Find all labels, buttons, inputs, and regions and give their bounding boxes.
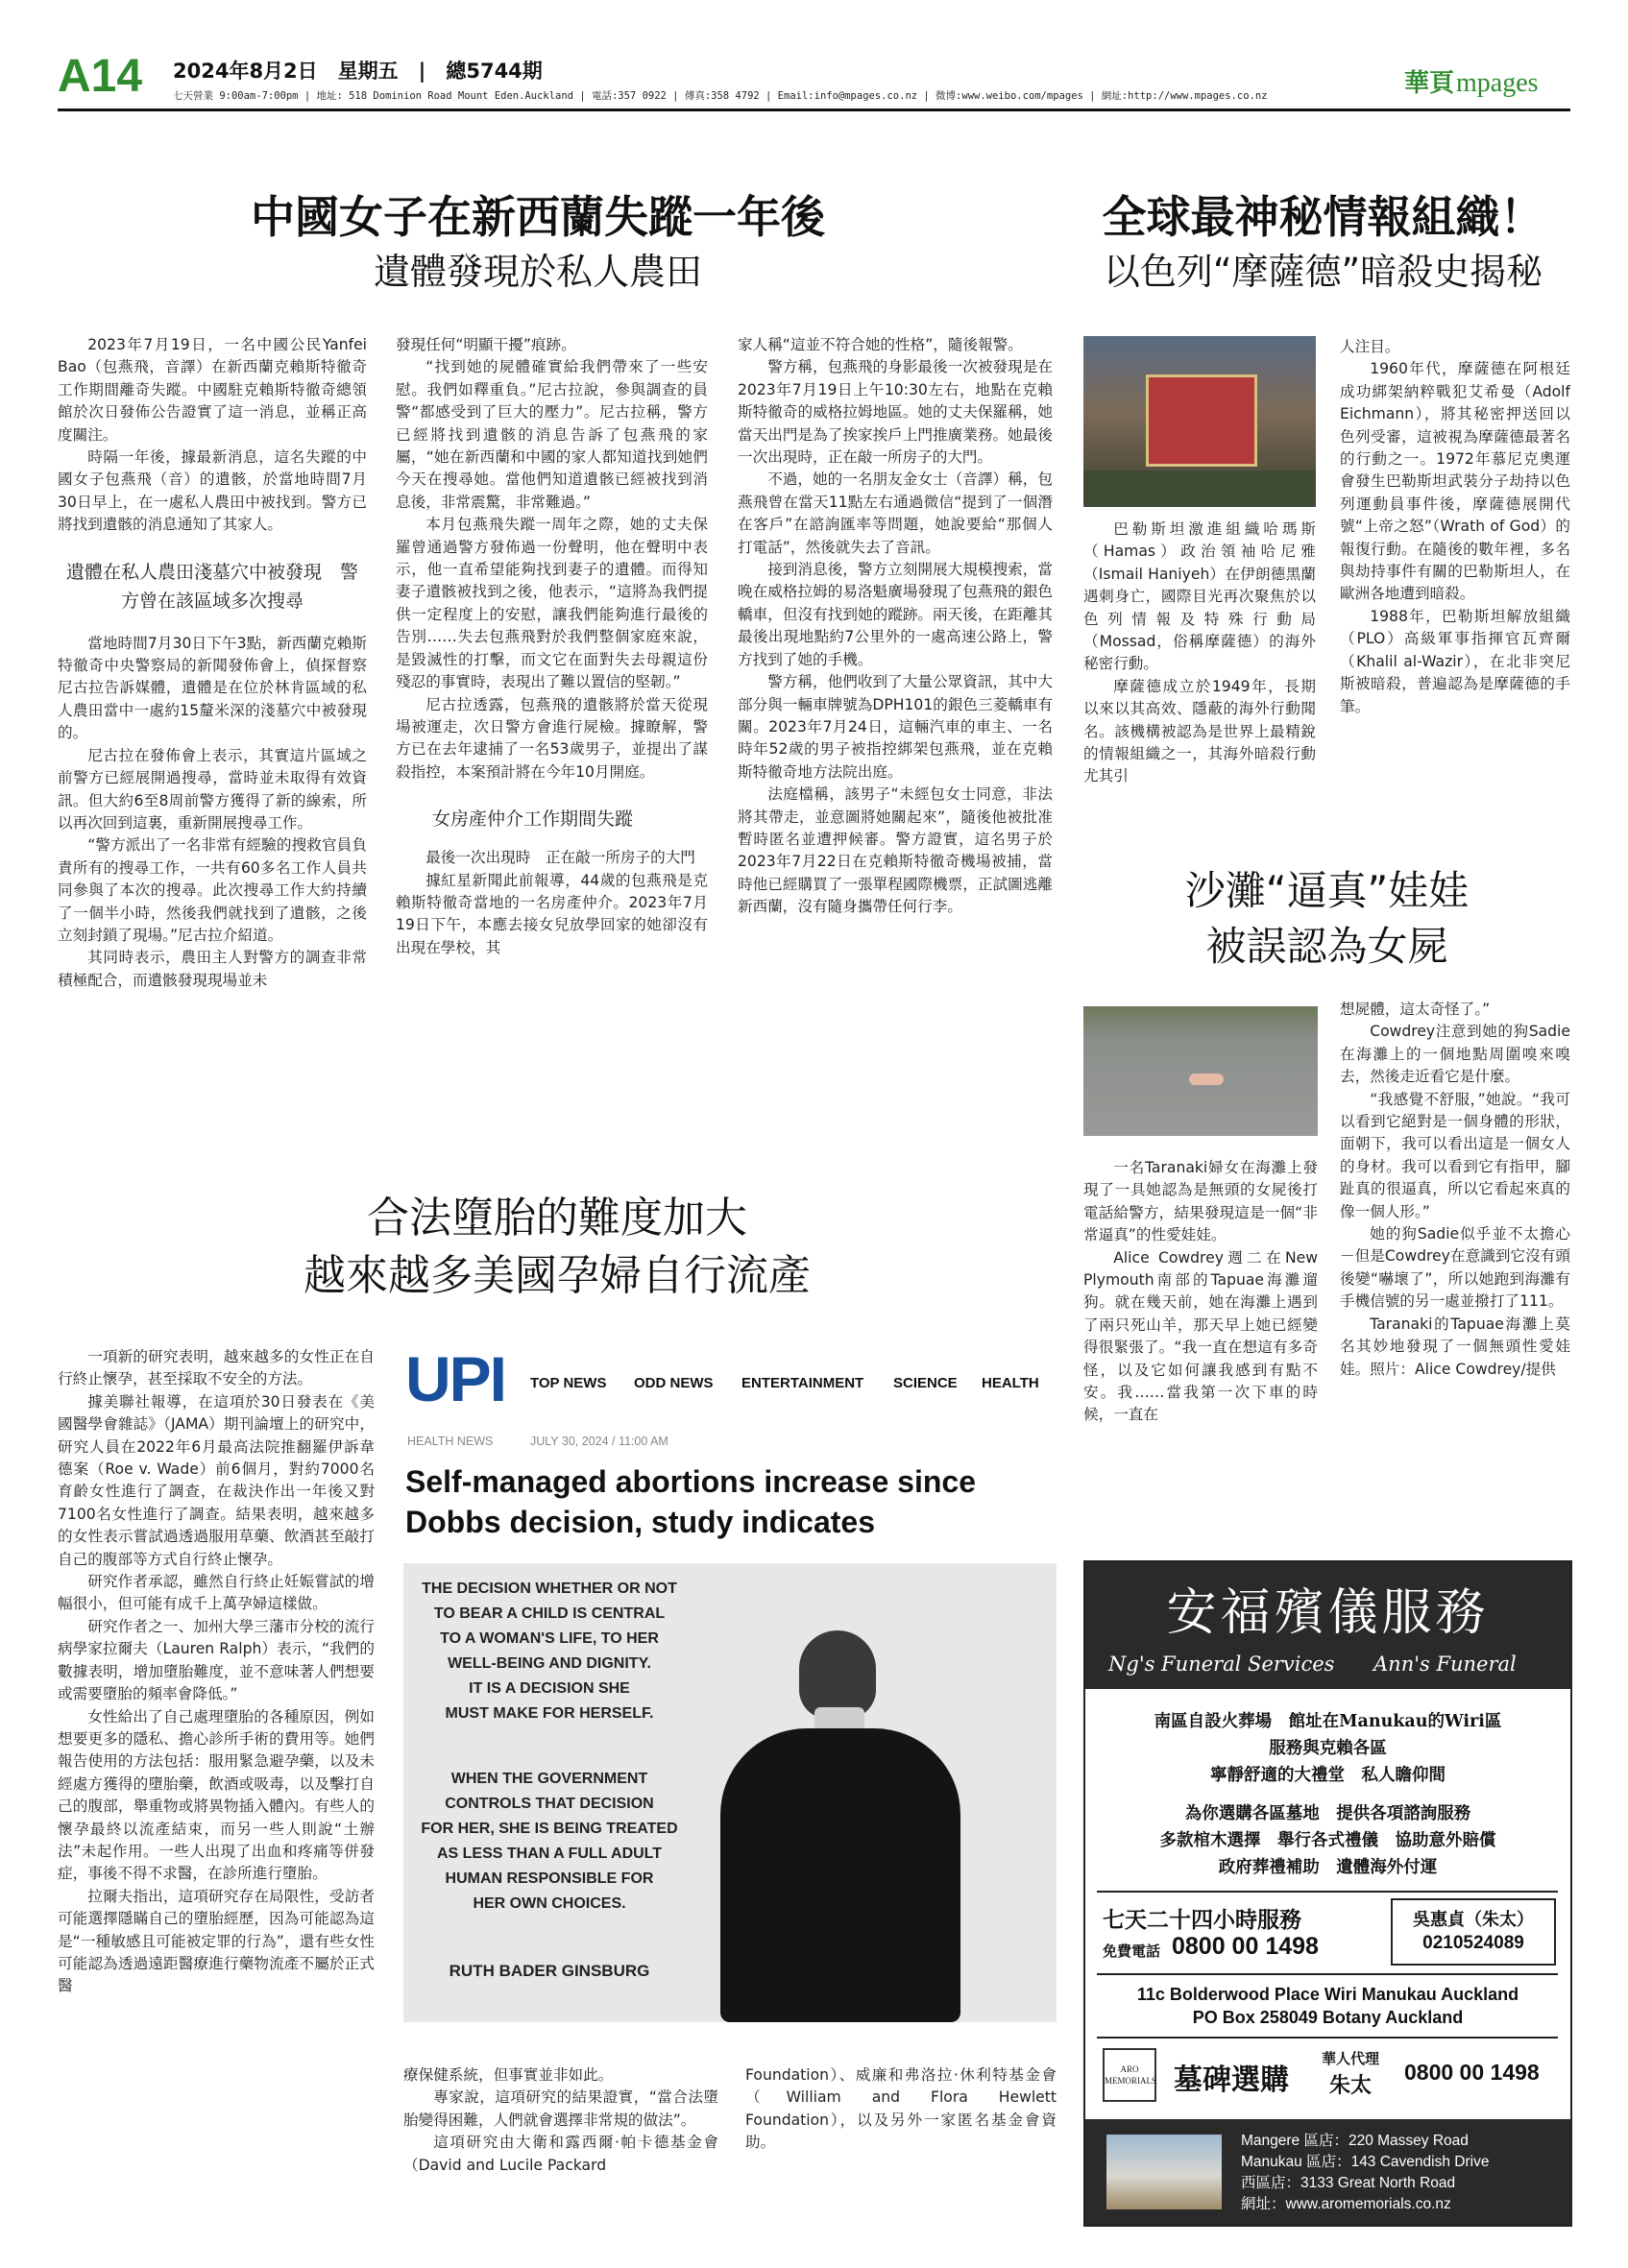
paragraph: 警方稱，包燕飛的身影最後一次被發現是在2023年7月19日上午10:30左右，地點在克賴斯特徹奇的威格拉姆地區。她的丈夫保羅稱，她當天出門是為了挨家挨戶上門推廣業務。她最後一次出現時，正在敲一所房子的大門。: [738, 358, 1053, 467]
upi-nav-top-news[interactable]: TOP NEWS: [530, 1375, 607, 1391]
paragraph: 尼古拉透露，包燕飛的遺骸將於當天從現場被運走，次日警方會進行屍檢。據瞭解，警方已在去年逮捕了一名53歲男子，並提出了謀殺指控，本案預計將在今年10月開庭。: [396, 695, 708, 781]
paragraph: Foundation）、威廉和弗洛拉·休利特基金會（William and Flora Hewlett Foundation），以及另外一家匿名基金會資助。: [745, 2066, 1057, 2152]
ad-contact-mobile[interactable]: 0210524089: [1422, 1933, 1524, 1953]
branch-mangere: Mangere 區店：220 Massey Road: [1241, 2133, 1469, 2149]
funeral-ad: [1083, 1560, 1572, 2227]
paragraph: 法庭檔稱，該男子“未經包女士同意，非法將其帶走，並意圖將她關起來”，隨後他被批准暫時匿名並遭押候審。警方證實，這名男子於2023年7月22日在克賴斯特徹奇機場被捕，當時他已經購買了一張單程國際機票，正試圖逃離新西蘭，沒有隨身攜帶任何行李。: [738, 785, 1053, 916]
ad-line: 服務與克賴各區: [1269, 1739, 1387, 1758]
ad-address-2: PO Box 258049 Botany Auckland: [1192, 2008, 1464, 2027]
article3-column-1: [1083, 1157, 1318, 1512]
article4-title: 合法墮胎的難度加大: [367, 1194, 747, 1243]
paragraph: Taranaki的Tapuae海灘上莫名其妙地發現了一個無頭性愛娃娃。照片：Alice Cowdrey/提供: [1340, 1315, 1570, 1378]
paragraph: 接到消息後，警方立刻開展大規模搜索，當晚在威格拉姆的易洛魁廣場發現了包燕飛的銀色轎車，但沒有找到她的蹤跡。兩天後，在距離其最後出現地點約7公里外的一處高速公路上，警方找到了她的手機。: [738, 561, 1053, 668]
article4-subtitle: 越來越多美國孕婦自行流產: [304, 1251, 811, 1300]
aro-memorials-logo: ARO MEMORIALS: [1103, 2048, 1156, 2102]
upi-category[interactable]: HEALTH NEWS: [407, 1435, 494, 1448]
quote-attribution: RUTH BADER GINSBURG: [449, 1962, 650, 1980]
article2-title: 全球最神秘情報組織！: [1102, 191, 1544, 243]
quote-image: [403, 1563, 1057, 2022]
ad-memorials-title: 墓碑選購: [1174, 2064, 1289, 2096]
paragraph: 2023年7月19日，一名中國公民Yanfei Bao（包燕飛，音譯）在新西蘭克賴斯特徹奇工作期間離奇失蹤。中國駐克賴斯特徹奇總領館於次日發佈公告證實了這一消息，並稱正高度關注。: [58, 336, 367, 444]
ad-free-call-label: 免費電話: [1103, 1943, 1161, 1960]
funeral-procession-photo: [1083, 336, 1316, 507]
upi-nav-health[interactable]: HEALTH: [982, 1375, 1039, 1391]
article1-title: 中國女子在新西蘭失蹤一年後: [251, 191, 825, 243]
portrait-frame: [1146, 374, 1257, 467]
ad-agent-name: 朱太: [1329, 2073, 1373, 2097]
ad-agent-phone[interactable]: 0800 00 1498: [1404, 2060, 1540, 2085]
ad-header-band: [1085, 1562, 1570, 1689]
paragraph: 想屍體，這太奇怪了。”: [1340, 1001, 1491, 1018]
paragraph: 尼古拉在發佈會上表示，其實這片區域之前警方已經展開過搜尋，當時並未取得有效資訊。但大約6至8周前警方獲得了新的線索，所以再次回到這裏，重新開展搜尋工作。: [58, 746, 367, 832]
article1-column-1: [58, 334, 367, 1131]
paragraph: 據美聯社報導，在這項於30日發表在《美國醫學會雜誌》（JAMA）期刊論壇上的研究中，研究人員在2022年6月最高法院推翻羅伊訴韋德案（Roe v. Wade）前6個月，對約7000名育齡女性進行了調查，在裁決作出一年後又對7100名女性進行了調查。結果表明，越來越多的女性表示嘗試過透過服用草藥、飲酒甚至敲打自己的腹部等方式自行終止懷孕。: [58, 1392, 375, 1568]
upi-nav-entertainment[interactable]: ENTERTAINMENT: [741, 1375, 864, 1391]
paragraph: 本月包燕飛失蹤一周年之際，她的丈夫保羅曾通過警方發佈過一份聲明，他在聲明中表示，他一直希望能夠找到妻子的遺體。而得知妻子遺骸被找到之後，他表示，“這將為我們提供一定程度上的安慰，讓我們能夠進行最後的告別……失去包燕飛對於我們整個家庭來說，是毀滅性的打擊，而文它在面對失去母親這份殘忍的事實時，表現出了難以置信的堅韌。”: [396, 516, 708, 691]
issue-date-line: 2024年8月2日 星期五 | 總5744期: [173, 60, 543, 83]
ad-divider: [1097, 1973, 1558, 1975]
soldiers-row: [1083, 470, 1316, 507]
article1-subtitle: 遺體發現於私人農田: [373, 251, 702, 293]
branch-manukau: Manukau 區店：143 Cavendish Drive: [1241, 2154, 1490, 2170]
ad-website[interactable]: 網址：www.aromemorials.co.nz: [1241, 2196, 1451, 2212]
ad-title: 安福殯儀服務: [1166, 1584, 1490, 1642]
ad-line: 政府葬禮補助 遺體海外付運: [1218, 1858, 1438, 1877]
ad-line: 南區自設火葬場 館址在Manukau的Wiri區: [1154, 1712, 1502, 1731]
paragraph: 時隔一年後，據最新消息，這名失蹤的中國女子包燕飛（音）的遺骸，於當地時間7月30日早上，在一處私人農田中被找到。警方已將找到遺骸的消息通知了其家人。: [58, 448, 367, 534]
article1-subheading-2: 女房產仲介工作期間失蹤: [432, 808, 634, 831]
branch-west: 西區店：3133 Great North Road: [1241, 2175, 1456, 2191]
upi-headline: Self-managed abortions increase since Dobbs decision, study indicates: [405, 1464, 976, 1539]
paragraph: 療保健系統，但事實並非如此。: [403, 2066, 614, 2084]
paragraph: 不過，她的一名朋友金女士（音譯）稱，包燕飛曾在當天11點左右通過微信“提到了一個潛在客戶”在諮詢匯率等問題，她說要給“那個人打電話”，然後就失去了音訊。: [738, 470, 1053, 556]
paragraph: 研究作者承認，雖然自行終止妊娠嘗試的增幅很小，但可能有成千上萬孕婦這樣做。: [58, 1573, 375, 1613]
ad-divider: [1097, 2037, 1558, 2039]
paragraph: 1960年代，摩薩德在阿根廷成功綁架納粹戰犯艾希曼（Adolf Eichmann），將其秘密押送回以色列受審，這被視為摩薩德最著名的行動之一。1972年慕尼克奧運會發生巴勒斯坦武裝分子劫持以色列運動員事件後，摩薩德展開代號“上帝之怒”（Wrath of God）的報復行動。在隨後的數年裡，多名與劫持事件有關的巴勒斯坦人，在歐洲各地遭到暗殺。: [1340, 360, 1570, 603]
quote-part-2: WHEN THE GOVERNMENT CONTROLS THAT DECISION FOR HER, SHE IS BEING TREATED AS LESS THAN A FULL ADULT HUMAN RESPONSIBLE FOR HER OWN CHOICES.: [421, 1771, 678, 1912]
ad-agent-label: 華人代理: [1322, 2051, 1380, 2067]
storefront-photo: [1106, 2135, 1222, 2209]
ad-line: 寧靜舒適的大禮堂 私人瞻仰間: [1210, 1766, 1446, 1785]
mpages-logo: [1404, 63, 1539, 99]
ad-24h-service: 七天二十四小時服務: [1103, 1907, 1301, 1932]
upi-nav-odd-news[interactable]: ODD NEWS: [634, 1375, 714, 1391]
ad-footer-band: [1085, 2119, 1570, 2225]
ad-divider: [1097, 1891, 1558, 1893]
ad-line: 為你選購各區墓地 提供各項諮詢服務: [1184, 1804, 1471, 1823]
ad-line: 多款棺木選擇 舉行各式禮儀 協助意外賠償: [1159, 1831, 1496, 1850]
article4-column-1: [58, 1346, 375, 2220]
article1-subheading-1: 遺體在私人農田淺墓穴中被發現 警方曾在該區域多次搜尋: [65, 561, 358, 612]
quote-part-1: THE DECISION WHETHER OR NOT TO BEAR A CHILD IS CENTRAL TO A WOMAN'S LIFE, TO HER WELL-BEING AND DIGNITY. IT IS A DECISION SHE MUST MAKE FOR HERSELF.: [422, 1580, 677, 1722]
upi-article-screenshot: [403, 1343, 1057, 2028]
paragraph: 拉爾夫指出，這項研究存在局限性，受訪者可能選擇隱瞞自己的墮胎經歷，因為可能認為這是“一種敏感且可能被定罪的行為”，還有些女性可能認為透過遠距醫療進行藥物流產不屬於正式醫: [58, 1887, 375, 1995]
upi-logo: UPI: [405, 1343, 506, 1414]
paragraph: 最後一次出現時 正在敲一所房子的大門: [425, 849, 695, 867]
doll-shape: [1189, 1074, 1224, 1085]
paragraph: 發現任何“明顯干擾”痕跡。: [396, 336, 576, 353]
paragraph: 人注目。: [1340, 338, 1400, 355]
paragraph: 當地時間7月30日下午3點，新西蘭克賴斯特徹奇中央警察局的新聞發佈會上，偵探督察尼古拉告訴媒體，遺體是在位於林肯區域的私人農田當中一處約15釐米深的淺墓穴中被發現的。: [58, 634, 367, 742]
portrait-robe: [720, 1728, 960, 2022]
upi-nav-science[interactable]: SCIENCE: [893, 1375, 958, 1391]
upi-date: JULY 30, 2024 / 11:00 AM: [530, 1435, 668, 1448]
paragraph: 警方稱，他們收到了大量公眾資訊，其中大部分與一輛車牌號為DPH101的銀色三菱轎車有關。2023年7月24日，這輛汽車的車主、一名時年52歲的男子被指控綁架包燕飛，並在克賴斯特徹奇地方法院出庭。: [738, 673, 1053, 781]
page-number: A14: [58, 51, 143, 102]
logo-chinese: 華頁: [1404, 69, 1455, 98]
paragraph: “警方派出了一名非常有經驗的搜救官員負責所有的搜尋工作，一共有60多名工作人員共同參與了本次的搜尋。此次搜尋工作大約持續了一個半小時，然後我們就找到了遺骸，之後立刻封鎖了現場。”尼古拉介紹道。: [58, 836, 367, 944]
masthead-rule: [58, 109, 1570, 111]
article4-column-3: [745, 2064, 1057, 2228]
article2-column-2: [1340, 336, 1570, 807]
paragraph: 專家說，這項研究的結果證實，“當合法墮胎變得困難，人們就會選擇非常規的做法”。: [403, 2088, 718, 2129]
ad-contact-box: [1391, 1898, 1556, 1966]
article3-subtitle: 被誤認為女屍: [1205, 923, 1448, 970]
paragraph: 一名Taranaki婦女在海灘上發現了一具她認為是無頭的女屍後打電話給警方，結果發現這是一個“非常逼真”的性愛娃娃。: [1083, 1159, 1318, 1244]
article1-column-3: [738, 334, 1053, 1131]
paragraph: 研究作者之一、加州大學三藩市分校的流行病學家拉爾夫（Lauren Ralph）表示，“我們的數據表明，增加墮胎難度，並不意味著人們想要或需要墮胎的頻率會降低。”: [58, 1617, 375, 1703]
logo-english: mpages: [1456, 68, 1539, 98]
ad-free-call-number[interactable]: 0800 00 1498: [1172, 1933, 1319, 1960]
paragraph: 巴勒斯坦激進組織哈瑪斯（Hamas）政治領袖哈尼雅（Ismail Haniyeh）在伊朗德黑蘭遇刺身亡，國際目光再次聚焦於以色列情報及特殊行動局（Mossad，俗稱摩薩德）的海外秘密行動。: [1083, 520, 1316, 673]
paragraph: “找到她的屍體確實給我們帶來了一些安慰。我們如釋重負。”尼古拉說，參與調查的員警“都感受到了巨大的壓力”。尼古拉稱，警方已經將找到遺骸的消息告訴了包燕飛的家屬，“她在新西蘭和中國的家人都知道找到她們今天在搜尋她。當他們知道遺骸已經被找到消息後，非常震驚，非常難過。”: [396, 358, 708, 511]
paragraph: 摩薩德成立於1949年，長期以來以其高效、隱蔽的海外行動聞名。該機構被認為是世界上最精銳的情報組織之一，其海外暗殺行動尤其引: [1083, 677, 1316, 785]
article3-title: 沙灘“逼真”娃娃: [1184, 867, 1470, 914]
portrait-head: [799, 1630, 876, 1719]
paragraph: Cowdrey注意到她的狗Sadie在海灘上的一個地點周圍嗅來嗅去，然後走近看它是什麼。: [1340, 1023, 1570, 1086]
paragraph: 據紅星新聞此前報導，44歲的包燕飛是克賴斯特徹奇當地的一名房產仲介。2023年7月19日下午，本應去接女兒放學回家的她卻沒有出現在學校，其: [396, 871, 708, 956]
paragraph: 這項研究由大衛和露西爾·帕卡德基金會（David and Lucile Packard: [403, 2134, 718, 2174]
ad-contact-name: 吳惠貞（朱太）: [1413, 1910, 1534, 1929]
article4-column-2: [403, 2064, 718, 2228]
article2-column-1: [1083, 519, 1316, 807]
paragraph: 家人稱“這並不符合她的性格”，隨後報警。: [738, 336, 1023, 353]
ad-subtitle-english-2: Ann's Funeral: [1373, 1653, 1517, 1676]
paragraph: Alice Cowdrey週二在New Plymouth南部的Tapuae海灘遛狗。就在幾天前，她在海灘上遇到了兩只死山羊，那天早上她已經變得很緊張了。“我一直在想這有多奇怪，以及它如何讓我感到有點不安。我……當我第一次下車的時候，一直在: [1083, 1248, 1318, 1424]
article1-column-2: [396, 334, 708, 1131]
paragraph: 她的狗Sadie似乎並不太擔心－但是Cowdrey在意識到它沒有頭後變“嚇壞了”，所以她跑到海灘有手機信號的另一處並撥打了111。: [1340, 1225, 1570, 1311]
ad-subtitle-english-1: Ng's Funeral Services: [1108, 1653, 1335, 1676]
article2-subtitle: 以色列“摩薩德”暗殺史揭秘: [1103, 251, 1543, 293]
paragraph: 1988年，巴勒斯坦解放組織（PLO）高級軍事指揮官瓦齊爾（Khalil al-Wazir），在北非突尼斯被暗殺，普遍認為是摩薩德的手筆。: [1340, 607, 1570, 715]
ad-address-1: 11c Bolderwood Place Wiri Manukau Auckland: [1136, 1985, 1519, 2004]
contact-info-line: 七天營業 9:00am-7:00pm | 地址: 518 Dominion Road Mount Eden.Auckland | 電話:357 0922 | 傳真:358 4792 | Email:info@mpages.co.nz | 微博:www.weibo.com/mpages | 網址:http://www.mpages.co.nz: [173, 90, 1268, 102]
article3-column-2: [1340, 999, 1570, 1512]
paragraph: 一項新的研究表明，越來越多的女性正在自行終止懷孕，甚至採取不安全的方法。: [58, 1348, 375, 1388]
paragraph: “我感覺不舒服，”她說。“我可以看到它絕對是一個身體的形狀，面朝下，我可以看出這是一個女人的身材。我可以看到它有指甲，腳趾真的很逼真，所以它看起來真的像一個人形。”: [1340, 1090, 1570, 1220]
paragraph: 女性給出了自己處理墮胎的各種原因，例如想要更多的隱私、擔心診所手術的費用等。她們報告使用的方法包括：服用緊急避孕藥，以及未經處方獲得的墮胎藥，飲酒或吸毒，以及擊打自己的腹部，舉重物或將異物插入體內。有些人的懷孕最終以流產結束，而另一些人則說“土辦法”未起作用。一些人出現了出血和疼痛等併發症，事後不得不求醫，在診所進行墮胎。: [58, 1707, 375, 1883]
beach-doll-photo: [1083, 1006, 1318, 1136]
paragraph: 其同時表示，農田主人對警方的調查非常積極配合，而遺骸發現現場並未: [58, 949, 367, 989]
